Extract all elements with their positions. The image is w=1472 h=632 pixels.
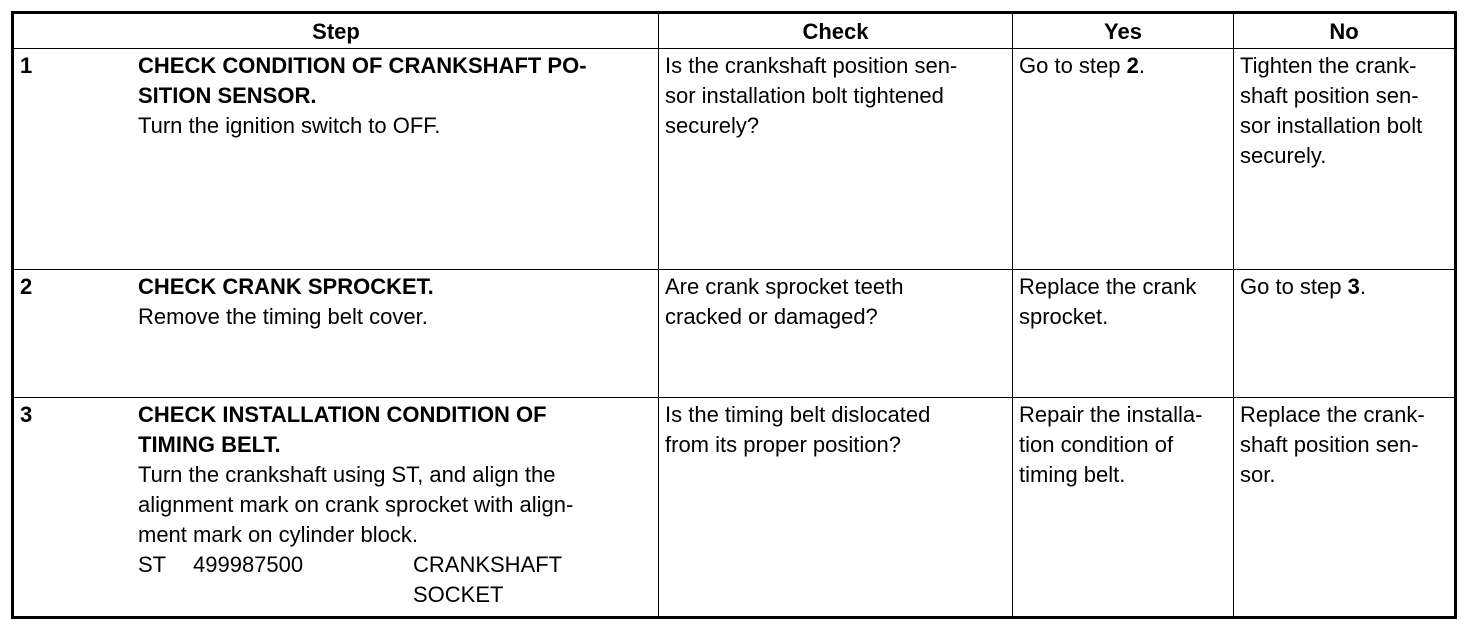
yes-cell xyxy=(1013,398,1234,618)
special-tool-name-cont: SOCKET xyxy=(413,582,504,607)
step-title-cont: TIMING BELT. xyxy=(138,432,281,457)
yes-step-link[interactable]: 2 xyxy=(1126,53,1139,78)
header-row xyxy=(13,13,1456,49)
step-instruction: Turn the ignition switch to OFF. xyxy=(138,113,441,138)
step-title: CHECK CRANK SPROCKET. xyxy=(138,274,434,299)
header-no: No xyxy=(1234,13,1456,49)
special-tool-line xyxy=(138,550,652,580)
header-yes: Yes xyxy=(1013,13,1234,49)
yes-text: sprocket. xyxy=(1019,304,1109,329)
diagnostic-table xyxy=(11,11,1457,619)
yes-cell xyxy=(1013,270,1234,398)
yes-cell xyxy=(1013,49,1234,270)
special-tool-line-cont xyxy=(138,580,652,610)
no-cell xyxy=(1234,398,1456,618)
no-step-link[interactable]: 3 xyxy=(1347,274,1360,299)
table-row xyxy=(13,398,1456,618)
special-tool-label: ST xyxy=(138,552,167,577)
step-instruction: Remove the timing belt cover. xyxy=(138,304,428,329)
yes-text: Repair the installa- xyxy=(1019,402,1203,427)
yes-text: timing belt. xyxy=(1019,462,1126,487)
check-text: from its proper position? xyxy=(665,432,901,457)
check-text: Is the crankshaft position sen- xyxy=(665,53,958,78)
step-instruction: Turn the crankshaft using ST, and align the xyxy=(138,462,556,487)
table-row xyxy=(13,49,1456,270)
no-text: securely. xyxy=(1240,143,1327,168)
header-check: Check xyxy=(659,13,1013,49)
no-cell xyxy=(1234,270,1456,398)
check-text: sor installation bolt tightened xyxy=(665,83,944,108)
table-row xyxy=(13,270,1456,398)
check-cell xyxy=(659,270,1013,398)
no-text: Tighten the crank- xyxy=(1240,53,1417,78)
step-title: CHECK CONDITION OF CRANKSHAFT PO- xyxy=(138,53,587,78)
header-step: Step xyxy=(13,13,659,49)
no-text: sor installation bolt xyxy=(1240,113,1423,138)
yes-text: Go to step xyxy=(1019,53,1127,78)
yes-text: tion condition of xyxy=(1019,432,1174,457)
step-cell xyxy=(13,49,659,270)
yes-text-suffix: . xyxy=(1138,53,1145,78)
no-text: Replace the crank- xyxy=(1240,402,1425,427)
yes-text: Replace the crank xyxy=(1019,274,1197,299)
check-text: cracked or damaged? xyxy=(665,304,878,329)
special-tool-part-number: 499987500 xyxy=(193,552,304,577)
step-cell xyxy=(13,270,659,398)
special-tool-name: CRANKSHAFT xyxy=(413,552,563,577)
step-number: 3 xyxy=(20,402,33,427)
check-text: Is the timing belt dislocated xyxy=(665,402,931,427)
no-text: shaft position sen- xyxy=(1240,432,1419,457)
step-cell xyxy=(13,398,659,618)
check-cell xyxy=(659,398,1013,618)
no-text-suffix: . xyxy=(1359,274,1366,299)
no-text: shaft position sen- xyxy=(1240,83,1419,108)
step-number: 2 xyxy=(20,274,33,299)
step-number: 1 xyxy=(20,53,33,78)
step-title-cont: SITION SENSOR. xyxy=(138,83,317,108)
no-text: Go to step xyxy=(1240,274,1348,299)
check-cell xyxy=(659,49,1013,270)
step-instruction: ment mark on cylinder block. xyxy=(138,522,418,547)
check-text: securely? xyxy=(665,113,760,138)
check-text: Are crank sprocket teeth xyxy=(665,274,904,299)
step-title: CHECK INSTALLATION CONDITION OF xyxy=(138,402,547,427)
no-text: sor. xyxy=(1240,462,1276,487)
step-instruction: alignment mark on crank sprocket with align- xyxy=(138,492,574,517)
no-cell xyxy=(1234,49,1456,270)
